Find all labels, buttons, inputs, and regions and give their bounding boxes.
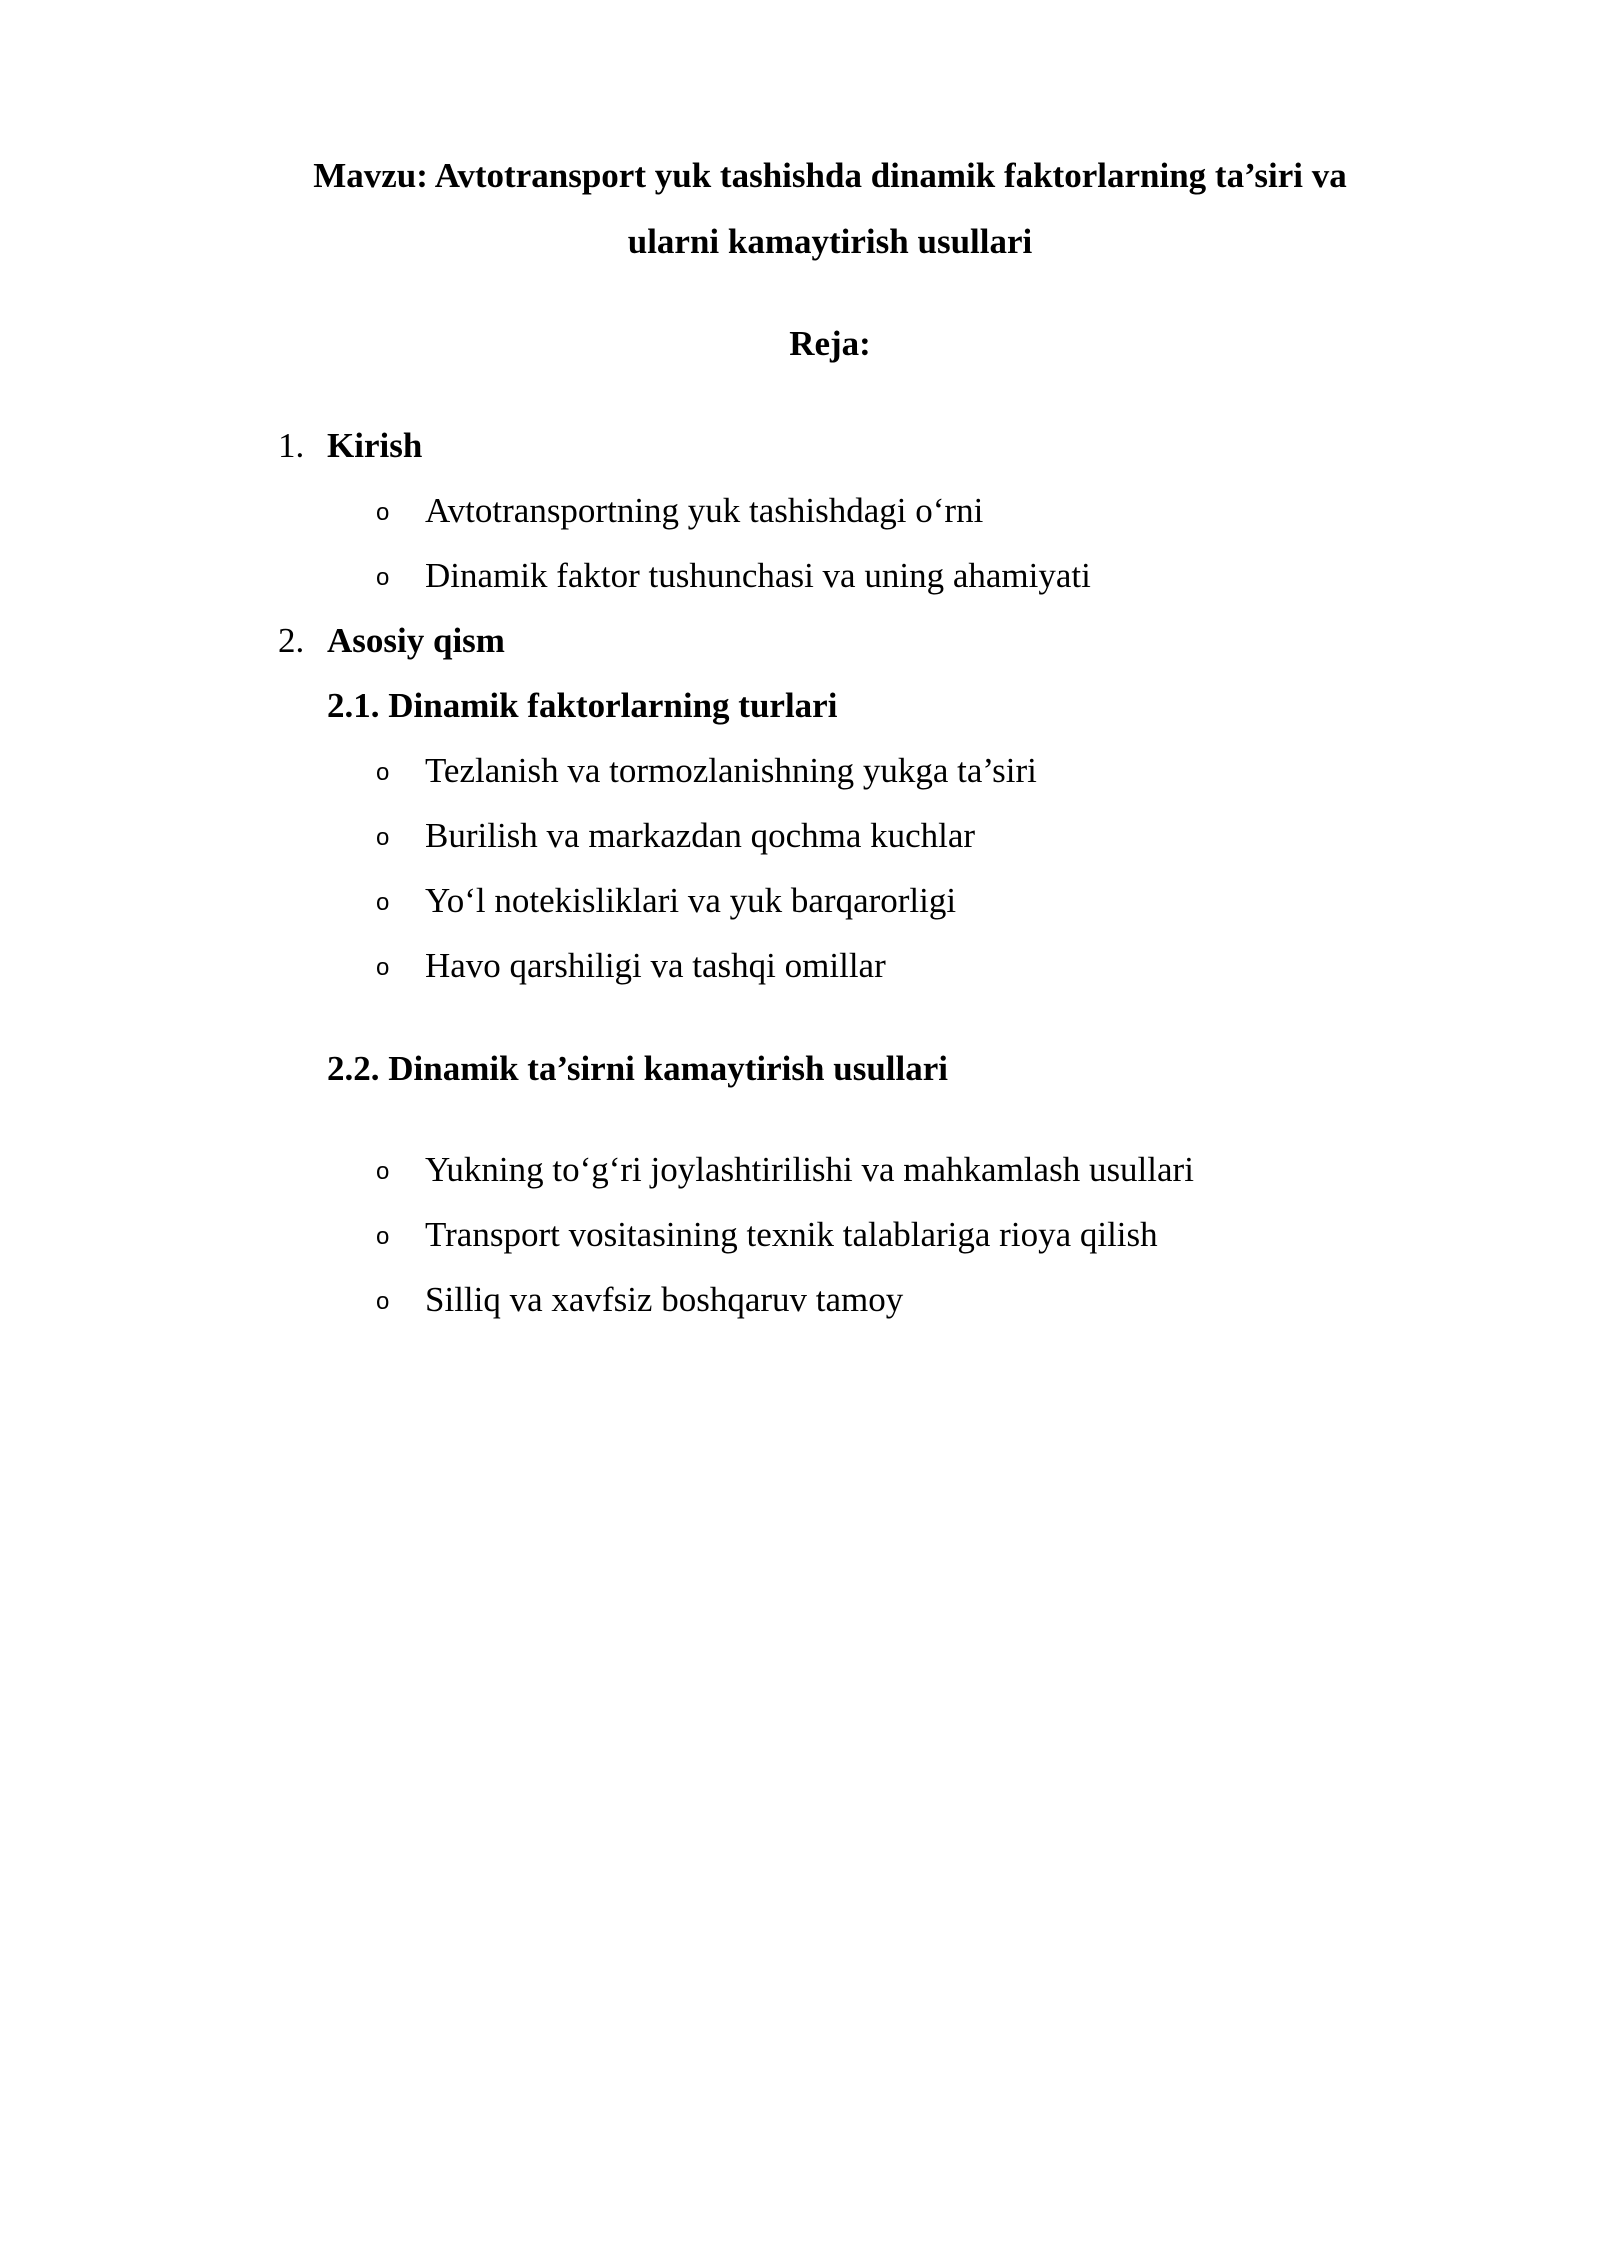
list-item: Burilish va markazdan qochma kuchlar [425,816,976,855]
bullet-icon: o [376,1288,390,1315]
list-item: Avtotransportning yuk tashishdagi o‘rni [425,491,984,530]
subsection-label-2-2: 2.2. Dinamik ta’sirni kamaytirish usullari [327,1049,948,1088]
list-item: Dinamik faktor tushunchasi va uning ahamiyati [425,556,1091,595]
bullet-icon: o [376,824,390,851]
subsection-label-2-1: 2.1. Dinamik faktorlarning turlari [327,686,838,725]
list-item: Yo‘l notekisliklari va yuk barqarorligi [425,881,957,920]
list-item: Transport vositasining texnik talablariga rioya qilish [425,1215,1158,1254]
bullet-icon: o [376,954,390,981]
section-number: 1. [278,426,305,465]
section-label-kirish: Kirish [327,426,423,465]
list-item: Silliq va xavfsiz boshqaruv tamoy [425,1280,904,1319]
plan-heading: Reja: [789,324,871,363]
list-item: Yukning to‘g‘ri joylashtirilishi va mahkamlash usullari [425,1150,1194,1189]
bullet-icon: o [376,499,390,526]
title-line-1: Mavzu: Avtotransport yuk tashishda dinamik faktorlarning ta’siri va [313,156,1347,195]
title-line-2: ularni kamaytirish usullari [627,222,1033,261]
bullet-icon: o [376,564,390,591]
section-number: 2. [278,621,305,660]
section-label-asosiy-qism: Asosiy qism [327,621,505,660]
list-item: Tezlanish va tormozlanishning yukga ta’siri [425,751,1037,790]
list-item: Havo qarshiligi va tashqi omillar [425,946,886,985]
bullet-icon: o [376,889,390,916]
document-title [200,143,1460,275]
bullet-icon: o [376,759,390,786]
bullet-icon: o [376,1223,390,1250]
bullet-icon: o [376,1158,390,1185]
